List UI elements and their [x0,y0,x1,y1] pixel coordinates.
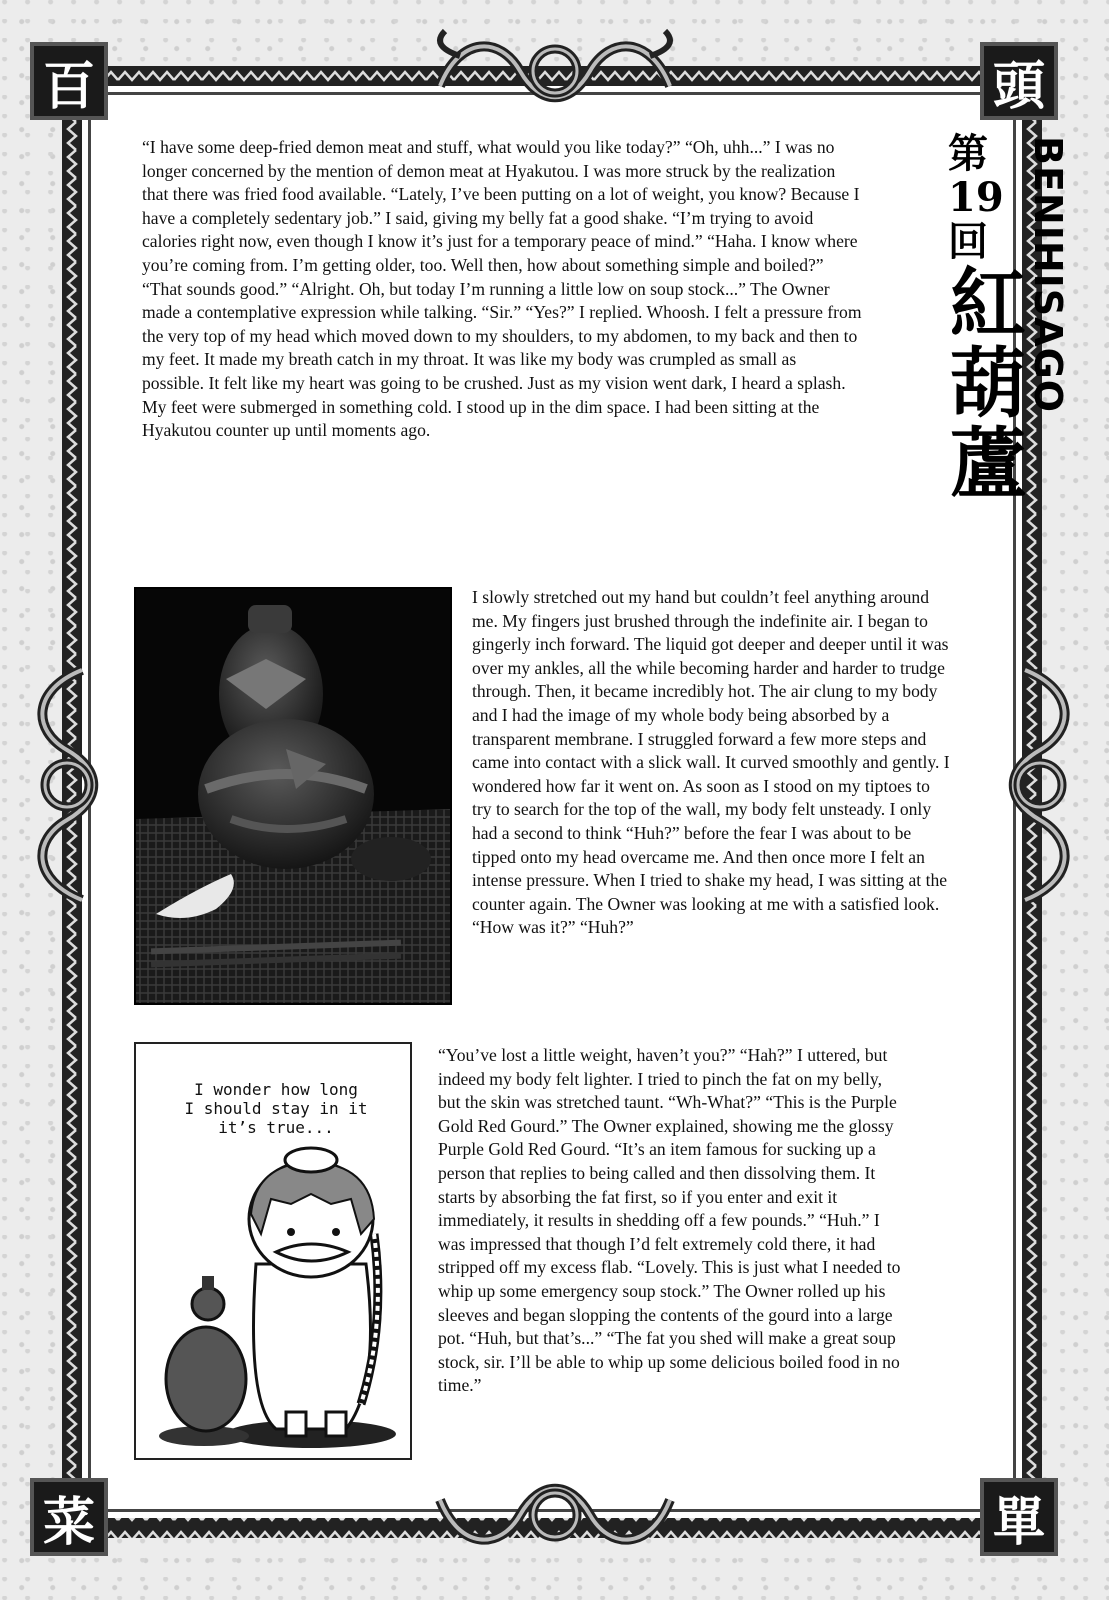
kappa-character-illustration [136,1144,410,1458]
gourd-photo-illustration [136,589,450,1003]
paragraph-1: “I have some deep-fried demon meat and stuff, what would you like today?” “Oh, uhh...” I was no longer concerned by the mention of demon meat at Hyakutou. I was more struck by the realization that there was fried food available. “Lately, I’ve been putting on a lot of weight, you know? Because I have a completely sedentary job.” I said, giving my belly fat a good shake. “I’m trying to avoid calories right now, even though I know it’s just for a temporary peace of mind.” “Haha. I know where you’re coming from. I’m getting older, too. Well then, how about something simple and boiled?” “That sounds good.” “Alright. Oh, but today I’m running a little low on soup stock...” The Owner made a contemplative expression while talking. “Sir.” “Yes?” I replied. Whoosh. I felt a pressure from the very top of my head which moved down to my shoulders, to my abdomen, to my back and then to my feet. It made my breath catch in my throat. It was like my body was crumpled as small as possible. It felt like my heart was going to be crushed. Just as my vision went dark, I heard a splash. My feet were submerged in something cold. I stood up in the dim space. I had been sitting at the Hyakutou counter up until moments ago. [142,137,862,441]
corner-kanji-bottom-left: 菜 [30,1478,108,1556]
paragraph-3: “You’ve lost a little weight, haven’t you?” “Hah?” I uttered, but indeed my body felt lighter. I tried to pinch the fat on my belly, but the skin was stretched taunt. “Wh-What?” “This is the Purple Gold Red Gourd.” The Owner explained, showing me the glossy Purple Gold Red Gourd. “It’s an item famous for sucking up a person that replies to being called and then dissolving them. It starts by absorbing the fat first, so if you enter and exit it immediately, it results in shedding off a few pounds.” “Huh.” I was impressed that though I’d felt extremely cold there, it had stripped off my excess flab. “Lovely. This is just what I needed to whip up some emergency soup stock.” The Owner rolled up his sleeves and began slopping the contents of the gourd into a large pot. “Huh, but that’s...” “The fat you shed will make a great soup stock, sir. I’ll be able to whip up some delicious boiled food in no time.” [438,1045,901,1396]
character-sketch [134,1042,412,1460]
paragraph-2: I slowly stretched out my hand but couldn’t feel anything around me. My fingers just brushed through the indefinite air. I began to gingerly inch forward. The liquid got deeper and deeper until it was over my ankles, all the while becoming harder and harder to trudge through. Then, it became incredibly hot. The air clung to my body and I had the image of my whole body being absorbed by a transparent membrane. I struggled forward a few more steps and came into contact with a slick wall. It curved smoothly and gently. I wondered how far it went on. As soon as I stood on my tiptoes to try to search for the top of the wall, my body felt unsteady. I only had a second to think “Huh?” before the fear I was about to be tipped onto my head overcame me. And then once more I felt an intense pressure. When I tried to shake my head, I was sitting at the counter again. The Owner was looking at me with a satisfied look. “How was it?” “Huh?” [472,587,950,938]
title-romaji: BENIHISAGO [1026,136,1070,414]
gourd-photo [134,587,452,1005]
title-kanji [948,130,1028,508]
title-kanji-1: 紅 [950,259,1026,348]
chapter-title [948,132,1078,562]
title-kanji-3: 蘆 [950,419,1026,508]
corner-kanji-bottom-right: 單 [980,1478,1058,1556]
corner-kanji-top-left: 百 [30,42,108,120]
page-content [90,92,1070,1512]
chapter-number: 第19回 [948,130,1004,265]
sketch-caption: I wonder how long I should stay in it it’s true... [184,1080,368,1137]
title-kanji-2: 葫 [950,339,1026,428]
corner-kanji-top-right: 頭 [980,42,1058,120]
